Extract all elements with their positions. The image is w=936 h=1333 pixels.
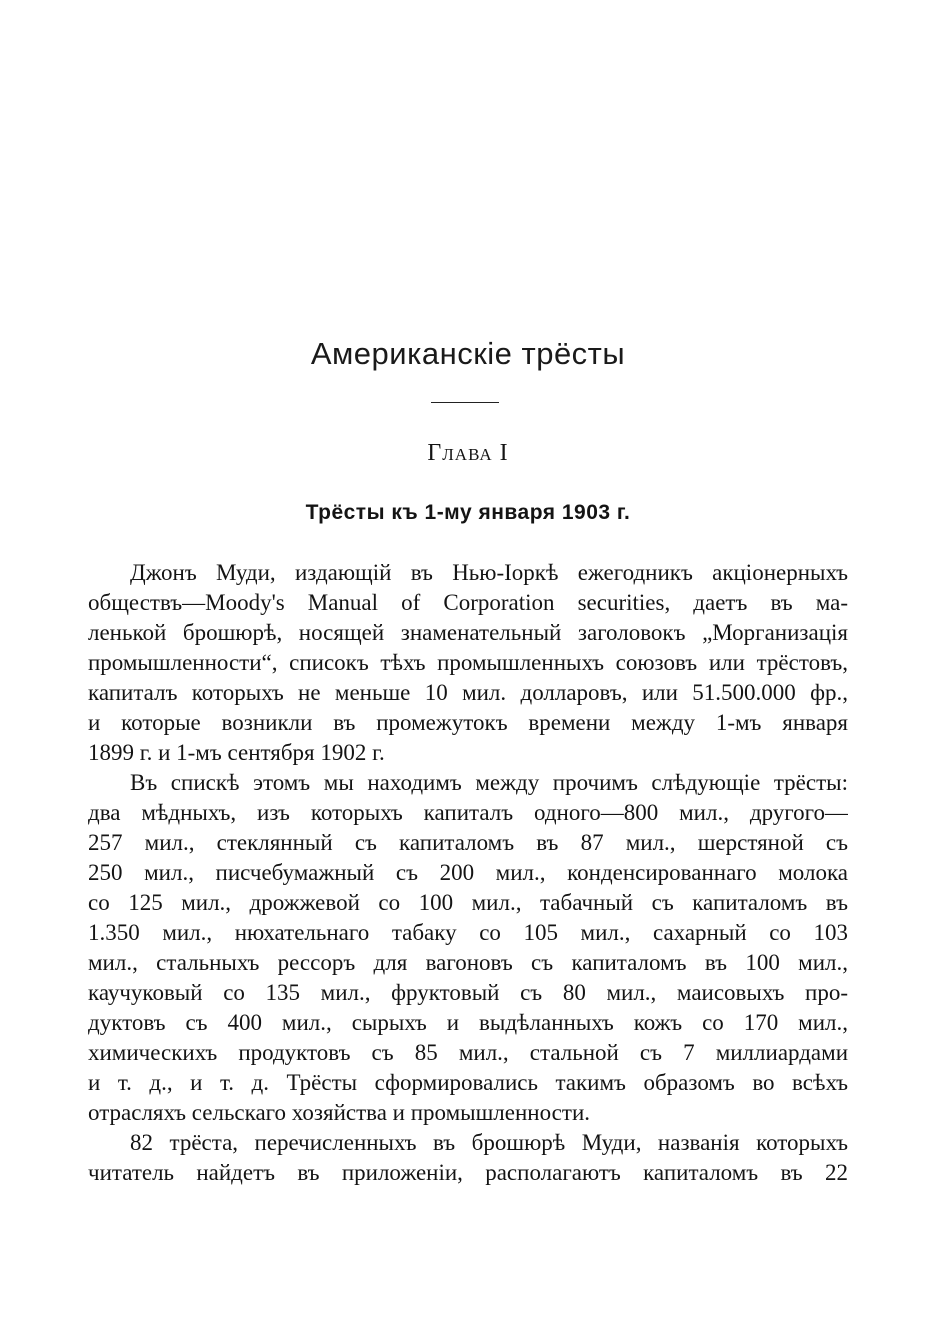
paragraph-2-line-5: со 125 мил., дрожжевой со 100 мил., табачный съ капиталомъ въ: [88, 890, 848, 915]
paragraph-3-line-2: читатель найдетъ въ приложеніи, располагаютъ капиталомъ въ 22: [88, 1160, 848, 1185]
paragraph-1-line-1: Джонъ Муди, издающій въ Нью-Іоркѣ ежегодникъ акціонерныхъ: [130, 560, 848, 585]
paragraph-2-line-11: и т. д., и т. д. Трёсты сформировались такимъ образомъ во всѣхъ: [88, 1070, 848, 1095]
page-title: Американскіе трёсты: [310, 336, 626, 371]
paragraph-2-line-1: Въ спискѣ этомъ мы находимъ между прочимъ слѣдующіе трёсты:: [130, 770, 848, 795]
body-text: [88, 558, 848, 1188]
paragraph-1-line-6: и которые возникли въ промежутокъ времени между 1-мъ января: [88, 710, 848, 735]
paragraph-2-line-4: 250 мил., писчебумажный съ 200 мил., конденсированнаго молока: [88, 860, 848, 885]
section-subtitle: Трёсты къ 1-му января 1903 г.: [305, 501, 631, 524]
paragraph-1-line-5: капиталъ которыхъ не меньше 10 мил. долларовъ, или 51.500.000 фр.,: [88, 680, 848, 705]
paragraph-2-line-12: отрасляхъ сельскаго хозяйства и промышленности.: [88, 1100, 591, 1125]
paragraph-3-line-1: 82 трёста, перечисленныхъ въ брошюрѣ Муди, названія которыхъ: [130, 1130, 848, 1155]
paragraph-2-line-8: каучуковый со 135 мил., фруктовый съ 80 мил., маисовыхъ про-: [88, 980, 848, 1005]
paragraph-1-line-7: 1899 г. и 1-мъ сентября 1902 г.: [88, 740, 385, 765]
paragraph-1-line-3: ленькой брошюрѣ, носящей знаменательный заголовокъ „Морганизація: [88, 620, 848, 645]
paragraph-2-line-10: химическихъ продуктовъ съ 85 мил., стальной съ 7 миллиардами: [88, 1040, 848, 1065]
paragraph-1-line-4: промышленности“, списокъ тѣхъ промышленныхъ союзовъ или трёстовъ,: [88, 650, 848, 675]
chapter-heading-text: Глава I: [427, 440, 509, 466]
paragraph-2-line-2: два мѣдныхъ, изъ которыхъ капиталъ одного—800 мил., другого—: [88, 800, 848, 825]
paragraph-2-line-7: мил., стальныхъ рессоръ для вагоновъ съ капиталомъ въ 100 мил.,: [88, 950, 848, 975]
title-divider: [431, 402, 499, 403]
paragraph-2-line-6: 1.350 мил., нюхательнаго табаку со 105 мил., сахарный со 103: [88, 920, 848, 945]
paragraph-1-line-2: обществъ—Moody's Manual of Corporation securities, даетъ въ ма-: [88, 590, 848, 615]
paragraph-2-line-3: 257 мил., стеклянный съ капиталомъ въ 87 мил., шерстяной съ: [88, 830, 848, 855]
chapter-heading: [0, 436, 936, 470]
paragraph-2-line-9: дуктовъ съ 400 мил., сырыхъ и выдѣланныхъ кожъ со 170 мил.,: [88, 1010, 848, 1035]
